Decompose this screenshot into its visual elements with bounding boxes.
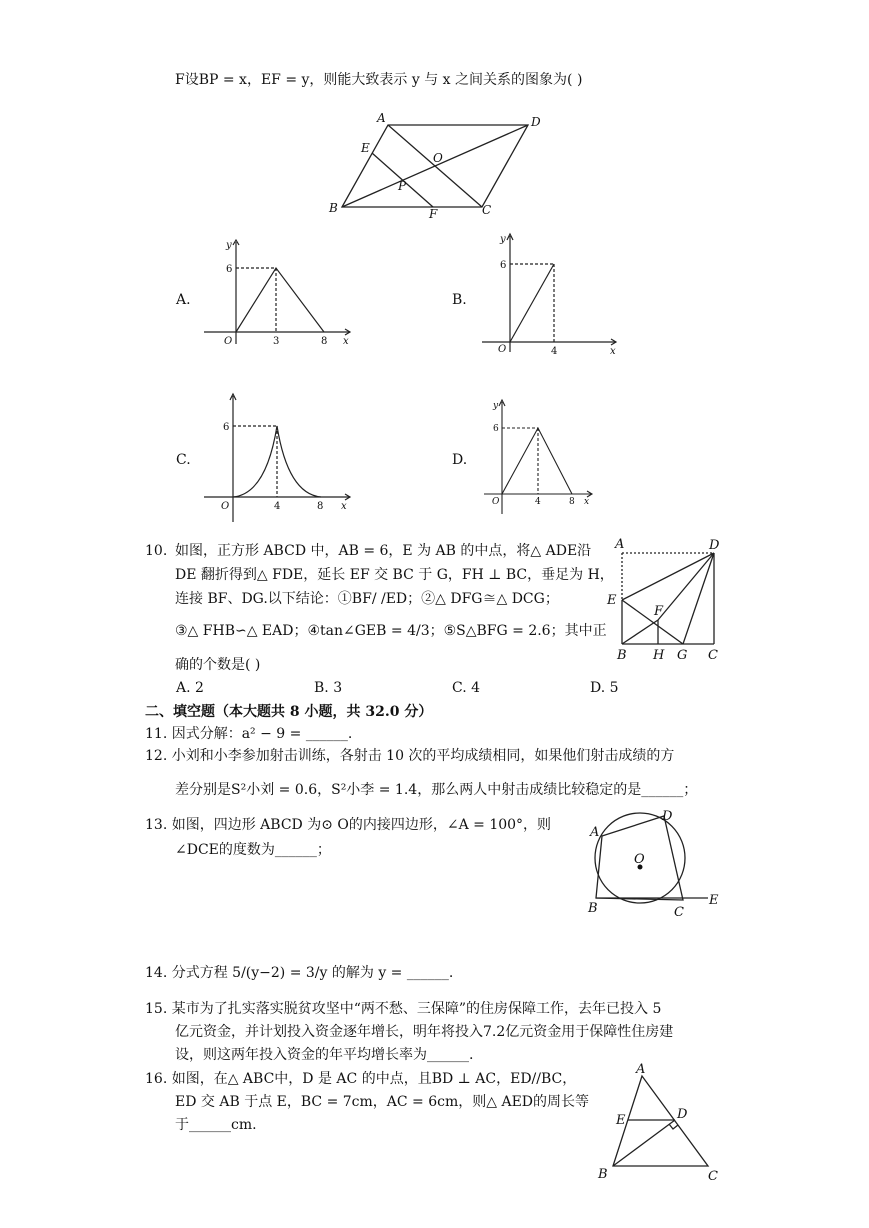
- c-end-x: 8: [317, 501, 324, 512]
- d-peak-y: 6: [493, 424, 499, 434]
- q16-line-1: 16. 如图，在△ ABC中，D 是 AC 的中点，且BD ⊥ AC，ED//BC，: [145, 1071, 577, 1087]
- q9-parallelogram-figure: [325, 110, 555, 225]
- a-origin: O: [224, 336, 233, 346]
- option-a-label[interactable]: A.: [176, 292, 191, 308]
- d-y-axis-label: y: [493, 401, 499, 411]
- sq-point-g: G: [677, 648, 688, 663]
- d-origin: O: [492, 497, 500, 507]
- q16-line-2: ED 交 AB 于点 E，BC = 7cm，AC = 6cm，则△ AED的周长等: [175, 1094, 590, 1110]
- tri-point-a: A: [636, 1062, 646, 1077]
- a-peak-x: 3: [273, 336, 280, 346]
- circ-point-e: E: [709, 893, 719, 908]
- q10-choice-d[interactable]: D. 5: [590, 680, 619, 696]
- tri-point-d: D: [677, 1107, 688, 1122]
- option-d-graph: [480, 396, 600, 521]
- circ-point-a: A: [590, 825, 600, 840]
- sq-point-f: F: [654, 604, 664, 619]
- q13-line-2: ∠DCE的度数为______；: [175, 842, 331, 858]
- d-peak-x: 4: [535, 497, 541, 507]
- sq-point-h: H: [653, 648, 665, 663]
- q12-line-2: 差分别是S²小刘 = 0.6，S²小李 = 1.4，那么两人中射击成绩比较稳定的是______；: [175, 782, 698, 798]
- circ-point-b: B: [588, 901, 598, 916]
- c-peak-x: 4: [274, 501, 281, 512]
- q15-line-3: 设，则这两年投入资金的年平均增长率为______.: [175, 1047, 474, 1063]
- d-end-x: 8: [569, 497, 575, 507]
- circ-point-c: C: [674, 905, 684, 920]
- b-origin: O: [498, 344, 507, 355]
- option-d-label[interactable]: D.: [452, 452, 468, 468]
- tri-point-c: C: [708, 1169, 718, 1184]
- point-b: B: [329, 201, 338, 215]
- b-peak-x: 4: [551, 346, 558, 355]
- q13-line-1: 13. 如图，四边形 ABCD 为⊙ O的内接四边形，∠A = 100°，则: [145, 817, 552, 833]
- sq-point-e: E: [607, 593, 617, 608]
- tri-point-b: B: [598, 1167, 608, 1182]
- q10-line-4: ③△ FHB∽△ EAD；④tan∠GEB = 4/3；⑤S△BFG = 2.6；其中正: [175, 623, 607, 639]
- q10-square-figure: [605, 536, 735, 666]
- a-peak-y: 6: [226, 264, 233, 275]
- circ-point-o: O: [634, 852, 645, 867]
- q13-circle-figure: [582, 806, 722, 924]
- point-c: C: [482, 203, 492, 217]
- option-a-graph: [200, 236, 360, 346]
- q15-line-2: 亿元资金，并计划投入资金逐年增长，明年将投入7.2亿元资金用于保障性住房建: [175, 1024, 674, 1040]
- q11: 11. 因式分解：a² − 9 = ______.: [145, 726, 353, 742]
- sq-point-c: C: [708, 648, 718, 663]
- point-a: A: [377, 111, 386, 125]
- q10-choice-a[interactable]: A. 2: [176, 680, 204, 696]
- c-x-axis-label: x: [341, 501, 347, 512]
- point-o: O: [433, 151, 443, 165]
- q15-line-1: 15. 某市为了扎实落实脱贫攻坚中“两不愁、三保障”的住房保障工作，去年已投入 5: [145, 1001, 662, 1017]
- q14: 14. 分式方程 5/(y−2) = 3/y 的解为 y = ______.: [145, 965, 454, 981]
- point-d: D: [531, 115, 541, 129]
- c-origin: O: [221, 501, 230, 512]
- point-f: F: [429, 207, 438, 221]
- option-b-label[interactable]: B.: [452, 292, 467, 308]
- section-2-heading: 二、填空题（本大题共 8 小题，共 32.0 分）: [145, 704, 433, 720]
- q12-line-1: 12. 小刘和小李参加射击训练，各射击 10 次的平均成绩相同，如果他们射击成绩的方: [145, 748, 675, 764]
- q16-line-3: 于______cm.: [175, 1117, 257, 1133]
- sq-point-b: B: [617, 648, 627, 663]
- q10-line-2: DE 翻折得到△ FDE，延长 EF 交 BC 于 G，FH ⊥ BC，垂足为 H，: [175, 567, 614, 583]
- a-y-axis-label: y: [226, 240, 232, 251]
- b-y-axis-label: y: [500, 234, 506, 245]
- q10-choice-b[interactable]: B. 3: [314, 680, 343, 696]
- a-end-x: 8: [321, 336, 328, 346]
- point-p: P: [398, 179, 407, 193]
- q9-intro: F设BP = x，EF = y，则能大致表示 y 与 x 之间关系的图象为( ): [175, 72, 583, 88]
- option-b-graph: [478, 230, 623, 355]
- b-x-axis-label: x: [610, 346, 616, 355]
- point-e: E: [361, 141, 370, 155]
- q10-line-3: 连接 BF、DG.以下结论：①BF/ /ED；②△ DFG≅△ DCG；: [175, 591, 559, 607]
- q10-number: 10.: [145, 543, 168, 559]
- b-peak-y: 6: [500, 260, 507, 271]
- circ-point-d: D: [662, 809, 673, 824]
- option-c-graph: [200, 390, 360, 525]
- sq-point-d: D: [709, 538, 720, 553]
- q10-line-1: 如图，正方形 ABCD 中，AB = 6，E 为 AB 的中点，将△ ADE沿: [175, 543, 592, 559]
- tri-point-e: E: [616, 1113, 626, 1128]
- option-c-label[interactable]: C.: [176, 452, 191, 468]
- q10-line-5: 确的个数是( ): [175, 657, 261, 673]
- sq-point-a: A: [615, 537, 625, 552]
- c-peak-y: 6: [223, 422, 230, 433]
- q10-choice-c[interactable]: C. 4: [452, 680, 481, 696]
- q16-triangle-figure: [592, 1060, 727, 1185]
- a-x-axis-label: x: [343, 336, 349, 346]
- d-x-axis-label: x: [584, 497, 590, 507]
